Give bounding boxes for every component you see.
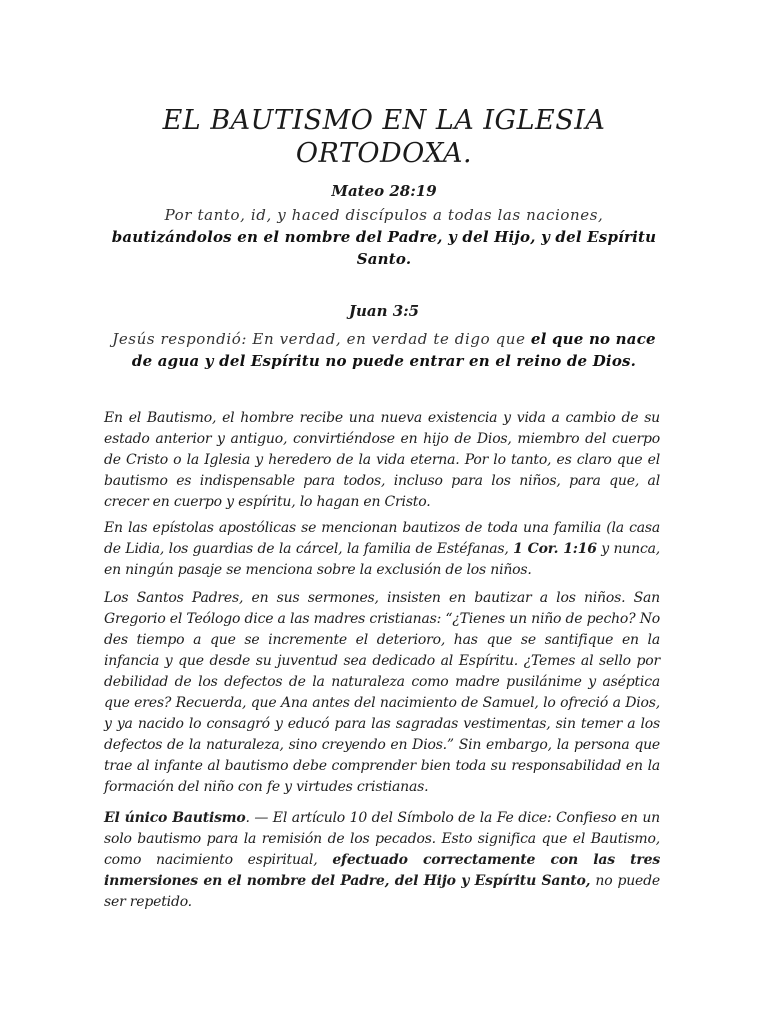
verse-1-bold: bautizándolos en el nombre del Padre, y del Hijo, y del Espíritu Santo. [111,228,657,268]
paragraph-4-heading: El único Bautismo [104,810,246,826]
verse-2-plain: Jesús respondió: En verdad, en verdad te digo que [112,330,531,348]
paragraph-2 [104,518,660,581]
paragraph-4-text-a: . — El artículo 10 del Símbolo de la Fe dice: Confieso en un solo bautismo para la remisión de los pecados. Esto significa que el Bautismo, como nacimiento espiritual, [104,810,660,868]
paragraph-2-text-b: y nunca, en ningún pasaje se menciona sobre la exclusión de los niños. [104,541,660,578]
title-line-1: EL BAUTISMO EN LA IGLESIA [162,105,606,136]
paragraph-4 [104,808,660,913]
verse-2-bold: el que no nace de agua y del Espíritu no puede entrar en el reino de Dios. [131,330,656,370]
document-title [0,104,768,170]
verse-1-plain: Por tanto, id, y haced discípulos a todas las naciones, [164,206,604,224]
verse-2-text [112,328,656,372]
paragraph-4-bold: efectuado correctamente con las tres inmersiones en el nombre del Padre, del Hijo y Espíritu Santo, [104,852,660,889]
verse-1-reference: Mateo 28:19 [331,182,437,200]
paragraph-4-text-b: no puede ser repetido. [104,873,660,910]
title-line-2: ORTODOXA. [295,138,473,169]
paragraph-3: Los Santos Padres, en sus sermones, insisten en bautizar a los niños. San Gregorio el Teólogo dice a las madres cristianas: “¿Tienes un niño de pecho? No des tiempo a que se incremente el deterioro, has que se santifique en la infancia y que desde su juventud sea dedicado al Espíritu. ¿Temes al sello por debilidad de los defectos de la naturaleza como madre pusilánime y aséptica que eres? Recuerda, que Ana antes del nacimiento de Samuel, lo ofreció a Dios, y ya nacido lo consagró y educó para las sagradas vestimentas, sin temer a los defectos de la naturaleza, sino creyendo en Dios.” Sin embargo, la persona que trae al infante al bautismo debe comprender bien toda su responsabilidad en la formación del niño con fe y virtudes cristianas. [104,590,660,795]
paragraph-1: En el Bautismo, el hombre recibe una nueva existencia y vida a cambio de su estado anterior y antiguo, convirtiéndose en hijo de Dios, miembro del cuerpo de Cristo o la Iglesia y heredero de la vida eterna. Por lo tanto, es claro que el bautismo es indispensable para todos, incluso para los niños, para que, al crecer en cuerpo y espíritu, lo hagan en Cristo. [104,410,660,510]
paragraph-2-text-a: En las epístolas apostólicas se mencionan bautizos de toda una familia (la casa de Lidia, los guardias de la cárcel, la familia de Estéfanas, [104,520,660,557]
paragraph-2-reference: 1 Cor. 1:16 [513,541,597,557]
verse-2-reference: Juan 3:5 [348,302,420,320]
verse-1-text [108,204,660,270]
